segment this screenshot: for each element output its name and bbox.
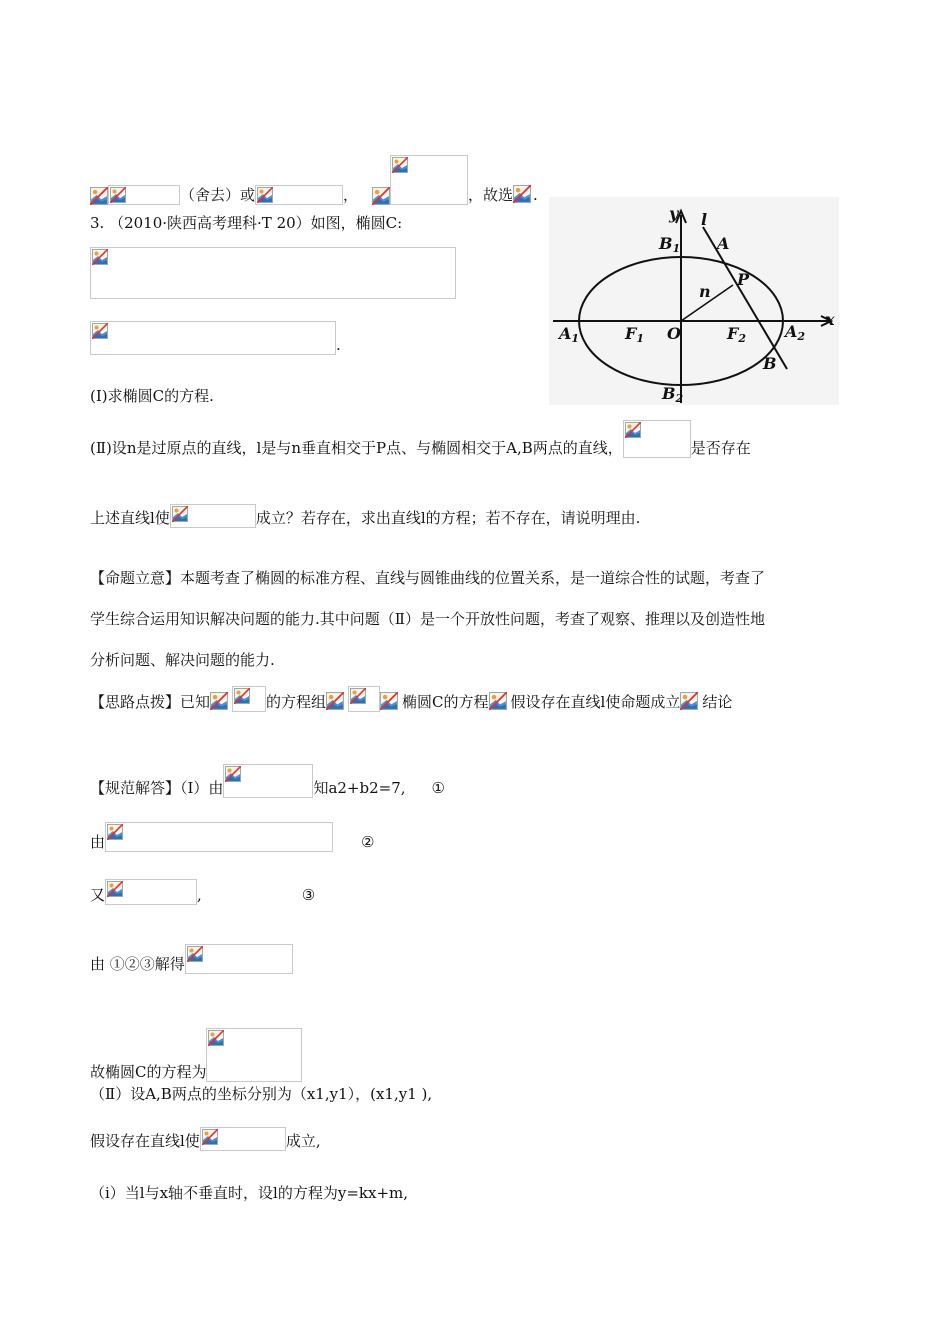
label-B1: B1 [659,234,681,255]
equation-line: . [90,321,341,355]
broken-image-icon [257,187,273,203]
ellipse-diagram [549,197,839,405]
label-A1: A1 [559,324,580,345]
broken-image-icon [234,688,250,704]
broken-image-icon [107,824,123,840]
formula-image [90,321,336,355]
formula-image [255,185,343,205]
formula-image [185,944,293,974]
intent-line: 分析问题、解决问题的能力. [90,651,275,669]
formula-image [390,155,468,205]
formula-image [623,420,691,458]
formula-image [90,187,108,205]
label-A: A [717,234,730,253]
broken-image-icon [202,1129,218,1145]
formula-image [210,692,232,712]
label-x: x [825,310,835,329]
label-B2: B2 [662,384,684,405]
label-P: P [737,270,750,289]
label-B: B [763,354,777,373]
broken-image-icon [107,881,123,897]
answer-line: （舍去）或 ， ，故选 . [90,155,538,205]
broken-image-icon [172,506,188,522]
broken-image-icon [225,766,241,782]
ellipse-figure [549,197,839,405]
label-y: y [669,204,679,223]
part-two-cont: 上述直线l使 成立？若存在，求出直线l的方程；若不存在，请说明理由. [90,504,640,528]
equation-line [90,247,456,299]
problem-header: 3. （2010·陕西高考理科·T 20）如图，椭圆C: [90,214,403,232]
broken-image-icon [513,185,531,203]
formula-image [513,185,533,205]
broken-image-icon [680,692,698,710]
formula-image [90,247,456,299]
broken-image-icon [350,688,366,704]
broken-image-icon [110,187,126,203]
solution-line: 假设存在直线l使 成立, [90,1127,321,1151]
label-F1: F1 [625,324,645,345]
label-O: O [667,324,681,343]
broken-image-icon [92,249,108,265]
part-one: (Ⅰ)求椭圆C的方程. [90,387,214,405]
formula-image [170,504,256,528]
formula-image [348,686,380,712]
broken-image-icon [392,157,408,173]
solution-line: 由 ①②③解得 [90,944,293,974]
broken-image-icon [489,692,507,710]
solution-line: 【规范解答】（Ⅰ）由 知a2+b2=7, ① [90,764,445,798]
label-A2: A2 [785,322,806,343]
solution-line: 由 ② [90,822,374,852]
formula-image [105,822,333,852]
label-l: l [701,210,708,229]
solution-line: 又 , ③ [90,879,315,905]
broken-image-icon [187,946,203,962]
formula-image [223,764,313,798]
formula-image [380,692,402,712]
part-two: (Ⅱ)设n是过原点的直线，l是与n垂直相交于P点、与椭圆相交于A,B两点的直线， 是否存在 [90,420,751,458]
formula-image [105,879,197,905]
broken-image-icon [90,187,108,205]
formula-image [206,1028,302,1082]
hint-line: 【思路点拨】已知 的方程组 椭圆C的方程 假设存在直线l使命题成立 结论 [90,686,732,712]
broken-image-icon [380,692,398,710]
solution-line: （Ⅱ）设A,B两点的坐标分别为（x1,y1），(x1,y1 ), [90,1085,433,1103]
formula-image [200,1127,286,1151]
broken-image-icon [92,323,108,339]
formula-image [680,692,702,712]
formula-image [232,686,266,712]
formula-image [326,692,348,712]
broken-image-icon [326,692,344,710]
broken-image-icon [625,422,641,438]
broken-image-icon [208,1030,224,1046]
formula-image [108,185,180,205]
broken-image-icon [372,187,390,205]
intent-line: 学生综合运用知识解决问题的能力.其中问题（Ⅱ）是一个开放性问题，考查了观察、推理以及创造性地 [90,610,765,628]
intent-line: 【命题立意】本题考查了椭圆的标准方程、直线与圆锥曲线的位置关系，是一道综合性的试题，考查了 [90,569,766,587]
solution-line: （ⅰ）当l与x轴不垂直时，设l的方程为y=kx+m, [90,1184,409,1202]
label-F2: F2 [727,324,747,345]
formula-image [489,692,511,712]
formula-image [372,187,390,205]
solution-line: 故椭圆C的方程为 [90,1028,302,1082]
label-n: n [699,282,711,301]
broken-image-icon [210,692,228,710]
